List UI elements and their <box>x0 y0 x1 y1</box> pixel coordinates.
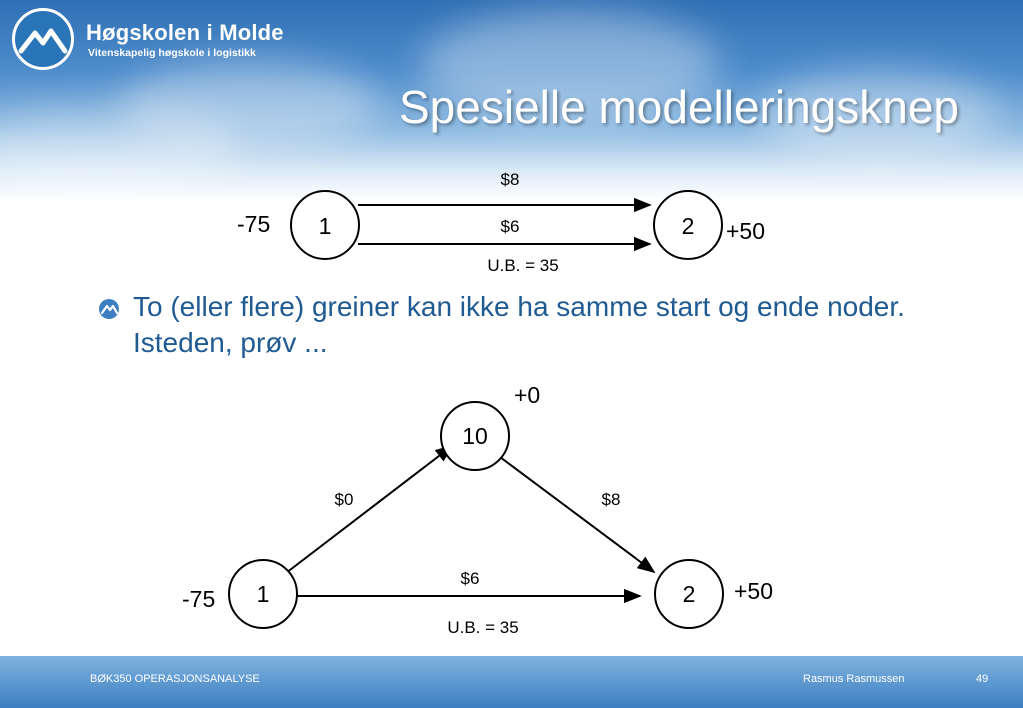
demand-top-2: +50 <box>726 218 766 244</box>
logo-name: Høgskolen i Molde <box>86 20 284 45</box>
node-bottom-10-label: 10 <box>462 423 488 449</box>
slide-title: Spesielle modelleringsknep <box>399 81 959 133</box>
demand-bottom-2: +50 <box>734 578 774 604</box>
arc-top-lower-bound: U.B. = 35 <box>487 256 559 275</box>
node-top-1-label: 1 <box>318 213 332 239</box>
bullet-text: To (eller flere) greiner kan ikke ha samme start og ende noder. Isteden, prøv ... <box>133 291 905 358</box>
arc-1-10 <box>286 446 452 573</box>
arc-10-2-cost: $8 <box>601 490 621 509</box>
footer-author: Rasmus Rasmussen <box>803 673 905 685</box>
arc-1-2-bound: U.B. = 35 <box>447 618 519 637</box>
supply-bottom-1: -75 <box>182 586 216 612</box>
supply-bottom-10: +0 <box>514 382 541 408</box>
footer-course: BØK350 OPERASJONSANALYSE <box>90 673 260 685</box>
node-bottom-2-label: 2 <box>682 581 696 607</box>
arc-10-2 <box>500 457 654 572</box>
bullet-icon <box>98 298 120 320</box>
node-top-2-label: 2 <box>681 213 695 239</box>
footer-bar <box>0 656 1023 708</box>
footer-page-number: 49 <box>976 673 989 685</box>
node-bottom-1-label: 1 <box>256 581 270 607</box>
arc-top-lower-cost: $6 <box>500 217 520 236</box>
logo-tagline: Vitenskapelig høgskole i logistikk <box>88 47 256 59</box>
arc-1-10-cost: $0 <box>334 490 354 509</box>
supply-top-1: -75 <box>237 211 271 237</box>
arc-1-2-cost: $6 <box>460 569 480 588</box>
arc-top-upper-cost: $8 <box>500 170 520 189</box>
